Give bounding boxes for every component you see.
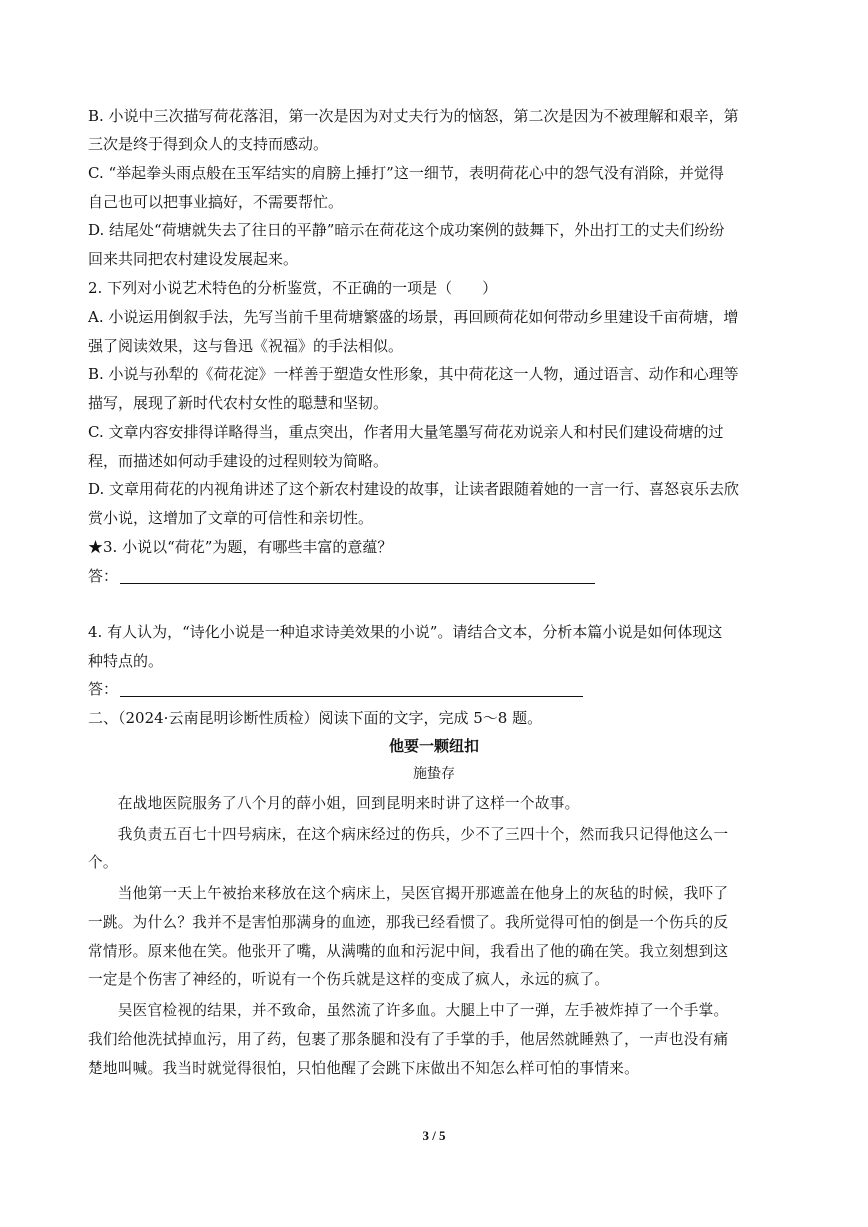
q2-option-d-line-2: 赏小说，这增加了文章的可信性和亲切性。 — [88, 509, 374, 527]
story-line: 在战地医院服务了八个月的薛小姐，回到昆明来时讲了这样一个故事。 — [88, 795, 580, 812]
story-author: 施蛰存 — [413, 766, 455, 782]
section-2-heading: 二、（2024·云南昆明诊断性质检）阅读下面的文字，完成 5～8 题。 — [88, 709, 543, 727]
story-line: 一定是个伤害了神经的，听说有一个伤兵就是这样的变成了疯人，永远的疯了。 — [88, 971, 610, 988]
page-number: 3 / 5 — [422, 1128, 446, 1143]
story-line: 吴医官检视的结果，并不致命，虽然流了许多血。大腿上中了一弹，左手被炸掉了一个手掌。 — [88, 1002, 729, 1019]
q1-option-d-line-1: D. 结尾处“荷塘就失去了往日的平静”暗示在荷花这个成功案例的鼓舞下，外出打工的丈夫们纷纷 — [88, 221, 725, 239]
story-line: 常情形。原来他在笑。他张开了嘴，从满嘴的血和污泥中间，我看出了他的确在笑。我立刻想到这 — [88, 943, 729, 960]
q1-option-d-line-2: 回来共同把农村建设发展起来。 — [88, 250, 299, 268]
story-line: 个。 — [88, 854, 118, 871]
q4-answer-underline[interactable] — [120, 696, 583, 697]
q4-answer-label: 答： — [88, 680, 119, 698]
story-line: 当他第一天上午被抬来移放在这个病床上，吴医官揭开那遮盖在他身上的灰毡的时候，我吓了 — [88, 885, 729, 902]
q3-stem: ★3. 小说以“荷花”为题，有哪些丰富的意蕴？ — [88, 538, 393, 556]
q1-option-b-line-2: 三次是终于得到众人的支持而感动。 — [88, 135, 329, 153]
q1-option-b-line-1: B. 小说中三次描写荷花落泪，第一次是因为对丈夫行为的恼怒，第二次是因为不被理解和艰辛，第 — [88, 107, 739, 125]
q4-stem-line-1: 4. 有人认为，“诗化小说是一种追求诗美效果的小说”。请结合文本，分析本篇小说是如何体现这 — [88, 623, 723, 641]
q1-option-c-line-2: 自己也可以把事业搞好，不需要帮忙。 — [88, 193, 344, 211]
q2-option-a-line-2: 强了阅读效果，这与鲁迅《祝福》的手法相似。 — [88, 337, 404, 355]
q2-option-d-line-1: D. 文章用荷花的内视角讲述了这个新农村建设的故事，让读者跟随着她的一言一行、喜怒哀乐去欣 — [88, 480, 740, 498]
q4-stem-line-2: 种特点的。 — [88, 652, 164, 670]
story-line: 楚地叫喊。我当时就觉得很怕，只怕他醒了会跳下床做出不知怎么样可怕的事情来。 — [88, 1060, 640, 1077]
q2-option-c-line-2: 程，而描述如何动手建设的过程则较为简略。 — [88, 452, 389, 470]
story-line: 我们给他洗拭掉血污，用了药，包裹了那条腿和没有了手掌的手，他居然就睡熟了，一声也没有痛 — [88, 1031, 729, 1048]
q2-option-c-line-1: C. 文章内容安排得详略得当，重点突出，作者用大量笔墨写荷花劝说亲人和村民们建设荷塘的过 — [88, 423, 724, 441]
q2-option-b-line-2: 描写，展现了新时代农村女性的聪慧和坚韧。 — [88, 394, 389, 412]
q2-option-b-line-1: B. 小说与孙犁的《荷花淀》一样善于塑造女性形象，其中荷花这一人物，通过语言、动作和心理等 — [88, 365, 739, 383]
story-line: 我负责五百七十四号病床，在这个病床经过的伤兵，少不了三四十个，然而我只记得他这么一 — [88, 826, 729, 843]
q2-option-a-line-1: A. 小说运用倒叙手法，先写当前千里荷塘繁盛的场景，再回顾荷花如何带动乡里建设千亩荷塘，增 — [88, 308, 739, 326]
q2-stem: 2. 下列对小说艺术特色的分析鉴赏，不正确的一项是（ ） — [88, 279, 498, 297]
story-title: 他要一颗纽扣 — [388, 737, 479, 755]
q1-option-c-line-1: C. “举起拳头雨点般在玉军结实的肩膀上捶打”这一细节，表明荷花心中的怨气没有消除，并觉得 — [88, 164, 724, 182]
q3-answer-label: 答： — [88, 567, 119, 585]
q3-answer-underline[interactable] — [120, 583, 595, 584]
story-line: 一跳。为什么？我并不是害怕那满身的血迹，那我已经看惯了。我所觉得可怕的倒是一个伤兵的反 — [88, 914, 729, 931]
